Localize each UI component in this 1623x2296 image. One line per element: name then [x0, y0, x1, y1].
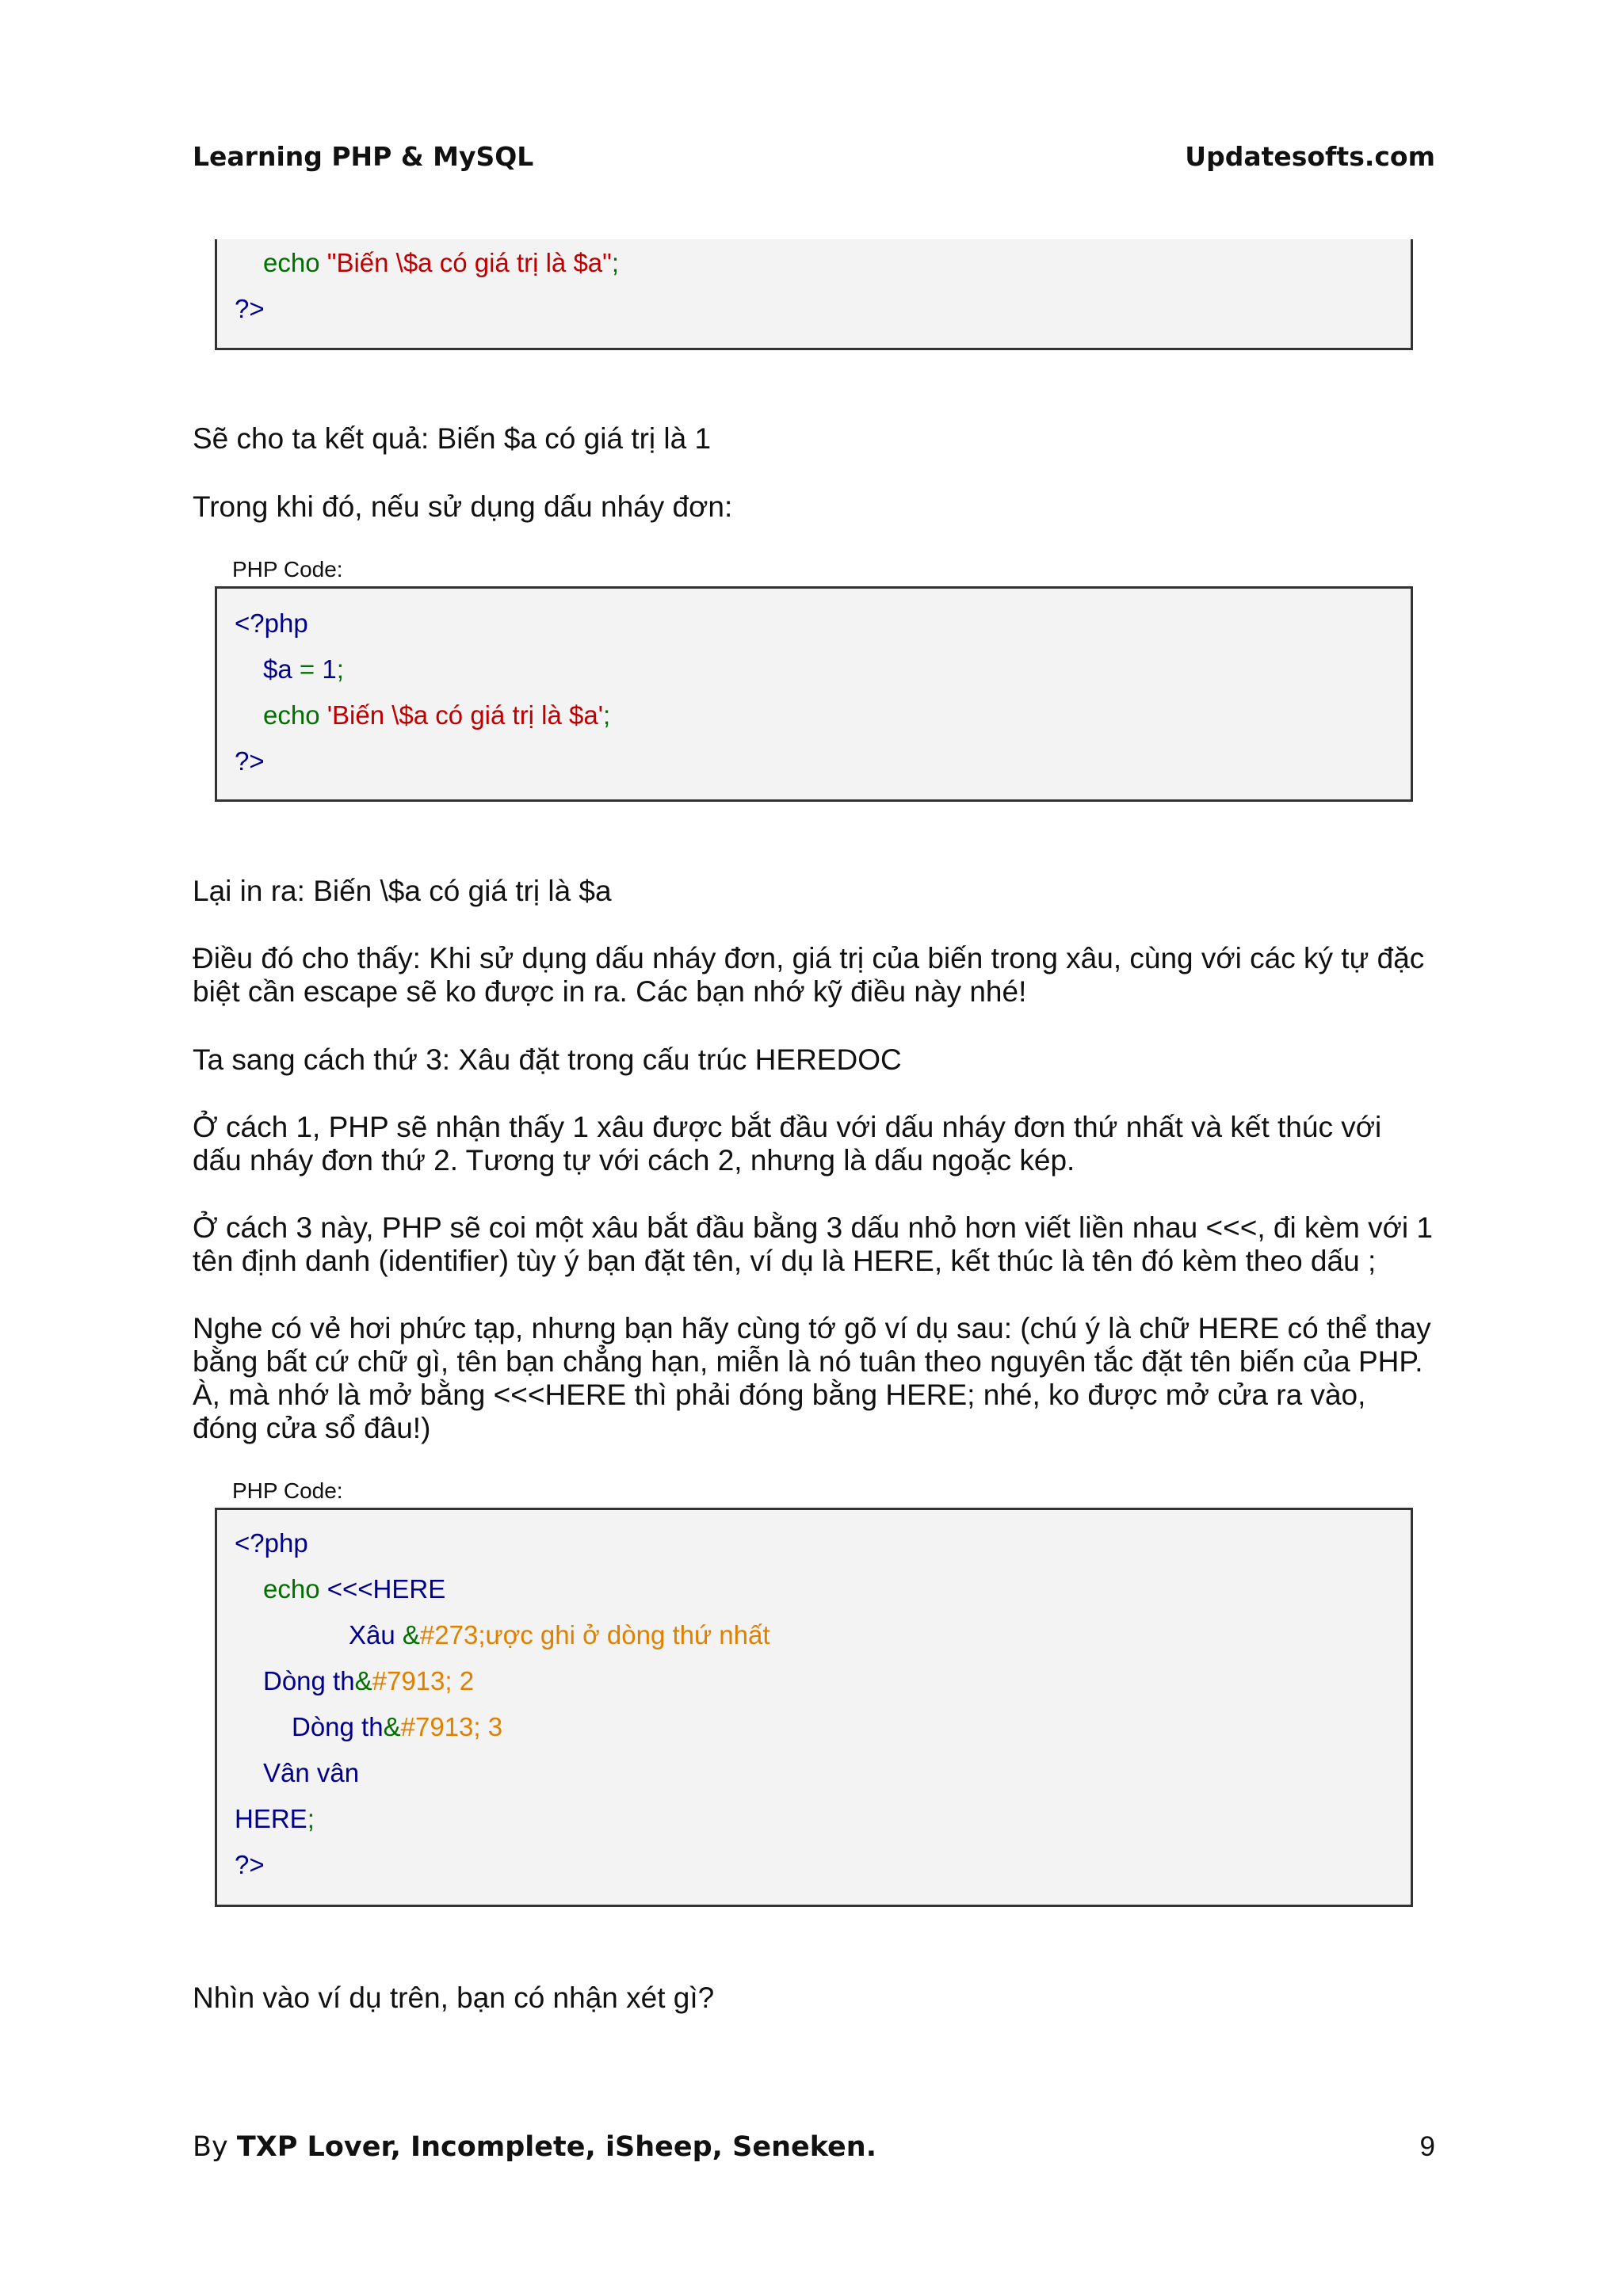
code-token: &: [354, 1666, 372, 1695]
code-token: 1: [322, 654, 337, 684]
code-token: ?>: [235, 1850, 265, 1879]
code-line: [263, 1665, 474, 1697]
footer-by: By: [193, 2131, 237, 2163]
header-title: Learning PHP & MySQL: [193, 141, 534, 172]
code-token: ?>: [235, 294, 265, 323]
page-number: 9: [1419, 2131, 1435, 2162]
header-site: Updatesofts.com: [1185, 141, 1435, 172]
page-footer: [193, 2131, 1435, 2171]
code-line: [349, 1619, 770, 1651]
code-token: ;: [336, 654, 344, 684]
code-token: echo: [263, 700, 327, 730]
paragraph-method-3: Ở cách 3 này, PHP sẽ coi một xâu bắt đầu bằng 3 dấu nhỏ hơn viết liền nhau <<<, đi kèm với 1 tên định danh (identifier) tùy ý bạn đặt tên, ví dụ là HERE, kết thúc là tên đó kèm theo dấu ;: [193, 1211, 1433, 1277]
code-token: $a: [263, 654, 292, 684]
code-line: [235, 1849, 265, 1881]
paragraph-question: Nhìn vào ví dụ trên, bạn có nhận xét gì?: [193, 1981, 715, 2014]
code-token: =: [292, 654, 323, 684]
code-label: PHP Code:: [232, 1478, 343, 1503]
code-token: Vân vân: [263, 1758, 360, 1787]
code-token: #7913; 2: [372, 1666, 475, 1695]
code-block-2: [215, 586, 1413, 802]
code-token: <?php: [235, 1528, 308, 1558]
page-header: [193, 141, 1435, 185]
code-line: [263, 700, 610, 731]
code-line: [235, 746, 265, 777]
footer-credits: [193, 2131, 876, 2163]
code-line: [235, 1527, 308, 1559]
code-token: Xâu: [349, 1620, 403, 1650]
code-token: #273;ược ghi ở dòng thứ nhất: [419, 1620, 770, 1650]
code-token: ;: [611, 248, 620, 277]
paragraph-heredoc-intro: Ta sang cách thứ 3: Xâu đặt trong cấu trúc HEREDOC: [193, 1043, 902, 1076]
code-token: ;: [307, 1804, 315, 1833]
code-token: HERE: [235, 1804, 307, 1833]
paragraph-result-double-quote: Sẽ cho ta kết quả: Biến $a có giá trị là 1: [193, 422, 712, 455]
code-token: #7913; 3: [400, 1712, 503, 1741]
code-block-1: [215, 239, 1413, 350]
code-token: Dòng th: [292, 1712, 384, 1741]
code-token: echo: [263, 248, 327, 277]
footer-authors: TXP Lover, Incomplete, iSheep, Seneken.: [236, 2131, 877, 2163]
code-line: [263, 654, 344, 685]
paragraph-result-single-quote: Lại in ra: Biến \$a có giá trị là $a: [193, 875, 612, 907]
code-token: echo: [263, 1574, 327, 1604]
code-token: &: [402, 1620, 420, 1650]
code-line: [263, 247, 619, 279]
code-token: ?>: [235, 746, 265, 776]
code-line: [235, 608, 308, 639]
paragraph-example-note: Nghe có vẻ hơi phức tạp, nhưng bạn hãy cùng tớ gõ ví dụ sau: (chú ý là chữ HERE có thể thay bằng bất cứ chữ gì, tên bạn chẳng hạn, miễn là nó tuân theo nguyên tắc đặt tên biến của PHP. À, mà nhớ là mở bằng <<<HERE thì phải đóng bằng HERE; nhé, ko được mở cửa ra vào, đóng cửa sổ đâu!): [193, 1312, 1431, 1444]
code-token: Dòng th: [263, 1666, 355, 1695]
code-token: <<<HERE: [327, 1574, 446, 1604]
paragraph-single-quote-intro: Trong khi đó, nếu sử dụng dấu nháy đơn:: [193, 490, 733, 523]
code-block-3: [215, 1508, 1413, 1907]
code-line: [292, 1711, 502, 1743]
code-token: &: [383, 1712, 401, 1741]
code-token: 'Biến \$a có giá trị là $a': [327, 700, 604, 730]
paragraph-explanation: Điều đó cho thấy: Khi sử dụng dấu nháy đơn, giá trị của biến trong xâu, cùng với các ký tự đặc biệt cần escape sẽ ko được in ra. Các bạn nhớ kỹ điều này nhé!: [193, 942, 1425, 1008]
code-line: [235, 1803, 315, 1835]
code-line: [263, 1757, 359, 1789]
paragraph-method-1: Ở cách 1, PHP sẽ nhận thấy 1 xâu được bắt đầu với dấu nháy đơn thứ nhất và kết thúc với dấu nháy đơn thứ 2. Tương tự với cách 2, nhưng là dấu ngoặc kép.: [193, 1111, 1382, 1177]
code-token: ;: [603, 700, 611, 730]
code-line: [235, 293, 265, 325]
code-label: PHP Code:: [232, 557, 343, 582]
code-line: [263, 1573, 445, 1605]
code-token: "Biến \$a có giá trị là $a": [327, 248, 612, 277]
code-token: <?php: [235, 608, 308, 638]
